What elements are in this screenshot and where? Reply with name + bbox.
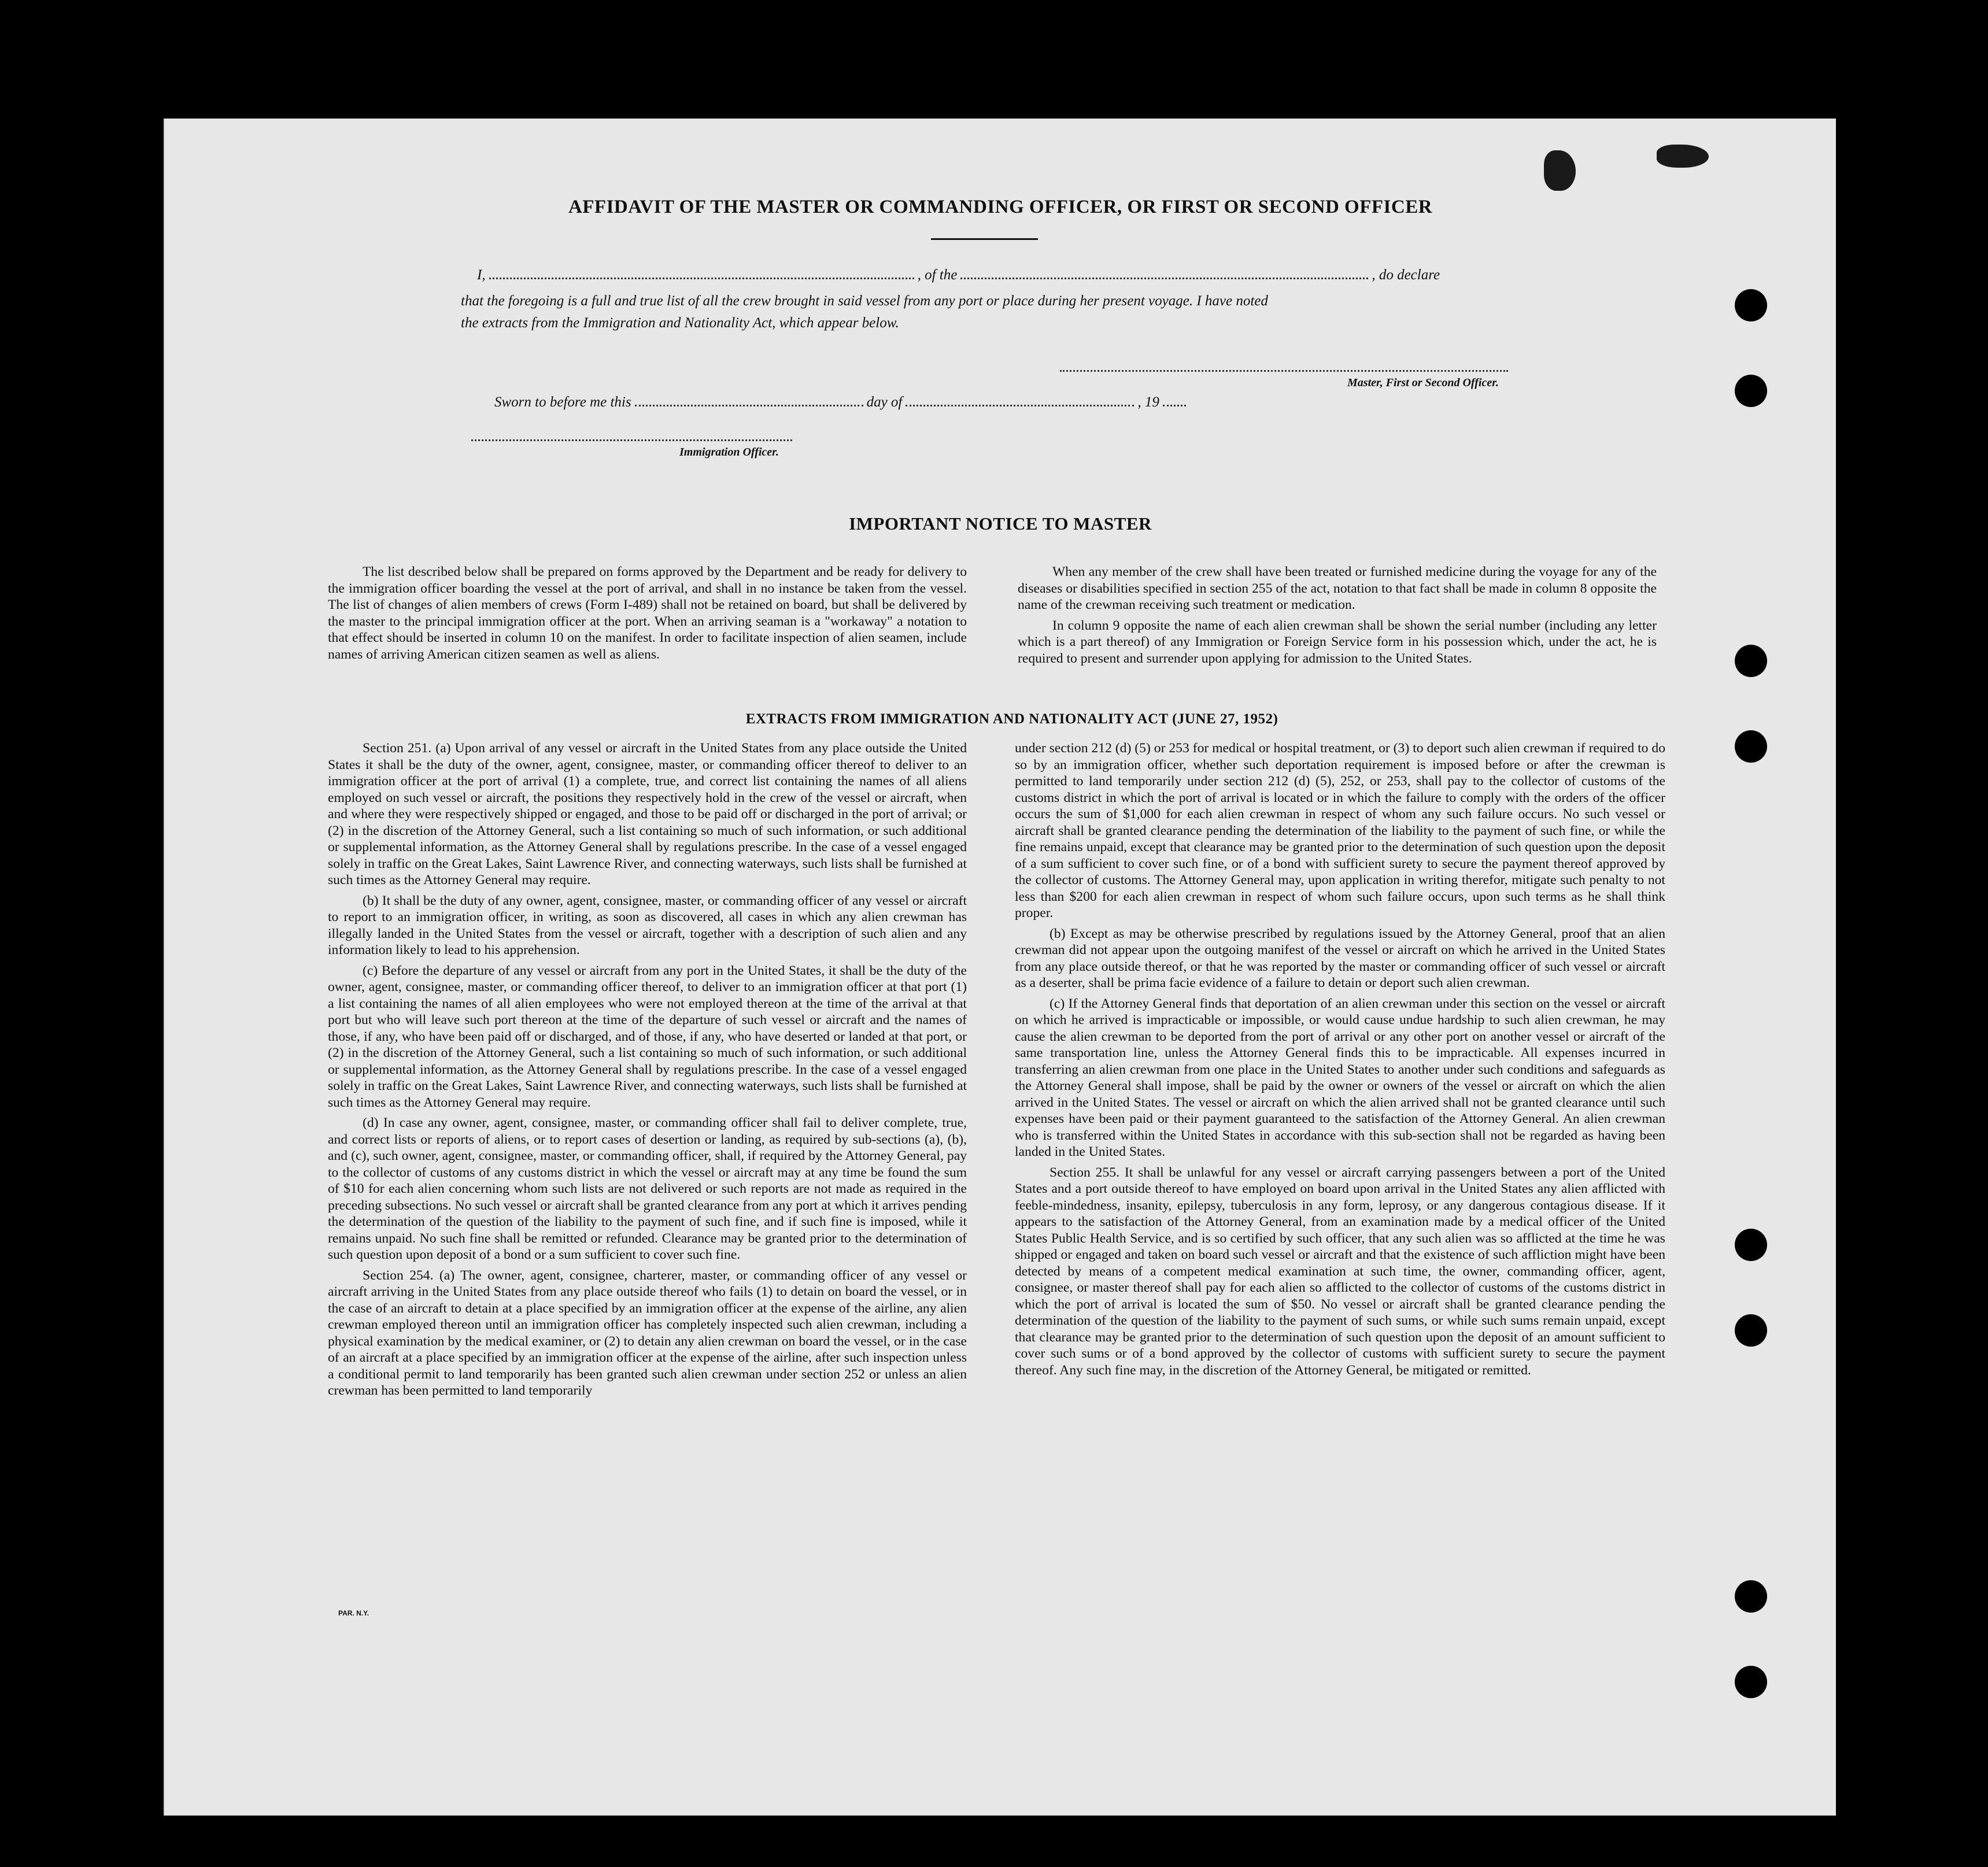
act-paragraph: (b) It shall be the duty of any owner, agent, consignee, master, or commanding officer of any vessel or aircraft to report to an immigration officer, in writing, as soon as discovered, all cases in which any alien crewman has illegally landed in the United States from the vessel or aircraft, together with a description of such alien and any information likely to lead to his apprehension. <box>328 893 967 957</box>
binder-hole <box>1735 1229 1767 1261</box>
binder-hole <box>1735 1314 1767 1347</box>
declarant-label: I, <box>477 267 486 283</box>
day-of-label: day of <box>866 394 903 410</box>
notice-paragraph: In column 9 opposite the name of each alien crewman shall be shown the serial number (including any letter which is a part thereof) of any Immigration or Foreign Service form in his possession which, under the act, he is required to present and surrender upon applying for admission to the United States. <box>1018 618 1657 666</box>
binder-hole <box>1735 1666 1767 1698</box>
act-paragraph: Section 254. (a) The owner, agent, consignee, charterer, master, or commanding officer of any vessel or aircraft arriving in the United States from any place outside thereof who fails (1) to detain on board the vessel, or in the case of an aircraft to detain at a place specified by an immigration officer at the expense of the airline, any alien crewman employed thereon until an immigration officer has completely inspected such alien crewman, including a physical examination by the medical examiner, or (2) to detain any alien crewman on board the vessel, or in the case of an aircraft at a place specified by an immigration officer at the expense of the airline, after such inspection unless a conditional permit to land temporarily has been granted such alien crewman under section 252 or unless an alien crewman has been permitted to land temporarily <box>328 1267 967 1398</box>
master-signature-label: Master, First or Second Officer. <box>1347 376 1499 389</box>
act-paragraph: (b) Except as may be otherwise prescribed by regulations issued by the Attorney General, proof that an alien crewman did not appear upon the outgoing manifest of the vessel or aircraft on which he arrived in the United States from any place outside thereof, or that he was reported by the master or commanding officer of such vessel or aircraft as a deserter, shall be prima facie evidence of a failure to detain or deport such alien crewman. <box>1015 926 1665 990</box>
sworn-line <box>494 391 1189 413</box>
sworn-day-field[interactable] <box>635 405 863 406</box>
binder-hole <box>1735 1580 1767 1613</box>
extracts-left-column <box>328 740 967 1403</box>
ink-stain <box>1544 150 1576 191</box>
printer-mark: PAR. N.Y. <box>338 1609 369 1617</box>
vessel-label: , of the <box>917 267 958 283</box>
declaration-line <box>477 264 1440 286</box>
year-label: , 19 <box>1137 394 1159 410</box>
vessel-name-field[interactable] <box>960 278 1368 279</box>
title-underline <box>931 238 1038 240</box>
declaration-text-line-2: that the foregoing is a full and true list of all the crew brought in said vessel from any port or place during her present voyage. I have noted <box>461 293 1268 309</box>
act-paragraph: Section 251. (a) Upon arrival of any vessel or aircraft in the United States from any place outside the United States it shall be the duty of the owner, agent, consignee, master, or commanding officer thereof to deliver to an immigration officer at the port of arrival (1) a complete, true, and correct list containing the names of all aliens employed on such vessel or aircraft, the positions they respectively hold in the crew of the vessel or aircraft, when and where they were respectively shipped or engaged, and those to be paid off or discharged in the port of arrival; or (2) in the discretion of the Attorney General, such a list containing so much of such information, or such additional or supplemental information, as the Attorney General shall by regulations prescribe. In the case of a vessel engaged solely in traffic on the Great Lakes, Saint Lawrence River, and connecting waterways, such lists shall be furnished at such times as the Attorney General may require. <box>328 741 967 888</box>
act-paragraph: under section 212 (d) (5) or 253 for medical or hospital treatment, or (3) to deport such alien crewman if required to do so by an immigration officer, whether such deportation requirement is imposed before or after the crewman is permitted to land temporarily under section 212 (d) (5), 252, or 253, shall pay to the collector of customs of the customs district in which the port of arrival is located or in which the failure to comply with the orders of the officer occurs the sum of $1,000 for each alien crewman in respect of whom any such failure occurs. No such vessel or aircraft shall be granted clearance pending the determination of the liability to the payment of such fine, or while the fine remains unpaid, except that clearance may be granted prior to the determination of such question upon the deposit of a sum sufficient to cover such fine, or of a bond with sufficient surety to secure the payment thereof approved by the collector of customs. The Attorney General may, upon application in writing therefor, mitigate such penalty to not less than $200 for each alien crewman in respect of whom such failure occurs, upon such terms as he shall think proper. <box>1015 741 1665 920</box>
binder-hole <box>1735 730 1767 763</box>
notice-paragraph: The list described below shall be prepared on forms approved by the Department and be ready for delivery to the immigration officer boarding the vessel at the port of arrival, and shall in no instance be taken from the vessel. The list of changes of alien members of crews (Form I-489) shall not be retained on board, but shall be delivered by the master to the principal immigration officer at the port. When an arriving seaman is a "workaway" a notation to that effect should be inserted in column 10 on the manifest. In order to facilitate inspection of alien seamen, include names of arriving American citizen seamen as well as aliens. <box>328 564 967 662</box>
act-paragraph: Section 255. It shall be unlawful for any vessel or aircraft carrying passengers between a port of the United States and a port outside thereof to have employed on board upon arrival in the United States any alien afflicted with feeble-mindedness, insanity, epilepsy, tuberculosis in any form, leprosy, or any dangerous contagious disease. If it appears to the satisfaction of the Attorney General, from an examination made by a medical officer of the United States Public Health Service, and is so certified by such officer, that any such alien was so afflicted at the time he was shipped or engaged and taken on board such vessel or aircraft and that the existence of such affliction might have been detected by means of a competent medical examination at such time, the owner, commanding officer, agent, consignee, or master thereof shall pay for each alien so afflicted to the collector of customs of the customs district in which the port of arrival is located the sum of $50. No vessel or aircraft shall be granted clearance pending the determination of the question of the liability to the payment of such sums, or while such sums remain unpaid, except that clearance may be granted prior to the determination of such question upon the deposit of an amount sufficient to cover such sums or of a bond approved by the collector of customs with sufficient surety to secure the payment thereof. Any such fine may, in the discretion of the Attorney General, be mitigated or remitted. <box>1015 1164 1665 1378</box>
officer-signature-label: Immigration Officer. <box>679 446 779 459</box>
ink-stain <box>1657 145 1709 168</box>
declare-label: , do declare <box>1372 267 1440 283</box>
declarant-name-field[interactable] <box>489 278 914 279</box>
extracts-right-column <box>1015 740 1665 1382</box>
binder-hole <box>1735 645 1767 677</box>
notice-right-column <box>1018 564 1657 671</box>
binder-hole <box>1735 375 1767 407</box>
act-paragraph: (d) In case any owner, agent, consignee, master, or commanding officer shall fail to deliver complete, true, and correct lists or reports of aliens, or to report cases of desertion or landing, as required by sub-sections (a), (b), and (c), such owner, agent, consignee, master, or commanding officer, shall, if required by the Attorney General, pay to the collector of customs of any customs district in which the vessel or aircraft may at any time be found the sum of $10 for each alien concerning whom such lists are not delivered or such reports are not made as required in the preceding subsections. No such vessel or aircraft shall be granted clearance from any port at which it arrives pending the determination of the question of the liability to the payment of such fine, and if such fine is imposed, while it remains unpaid. No such fine shall be remitted or refunded. Clearance may be granted prior to the determination of such question upon deposit of a bond or a sum sufficient to cover such fine. <box>328 1115 967 1262</box>
notice-left-column <box>328 564 967 667</box>
sworn-year-field[interactable] <box>1163 405 1186 406</box>
act-paragraph: (c) If the Attorney General finds that deportation of an alien crewman under this section on the vessel or aircraft on which he arrived is impracticable or impossible, or would cause undue hardship to such alien crewman, he may cause the alien crewman to be deported from the port of arrival or any other port on another vessel or aircraft of the same transportation line, unless the Attorney General finds this to be impracticable. All expenses incurred in transferring an alien crewman from one place in the United States to another under such conditions and safeguards as the Attorney General shall impose, shall be paid by the owner or owners of the vessel or aircraft on which the alien arrived in the United States. The vessel or aircraft on which the alien arrived shall not be granted clearance until such expenses have been paid or their payment guaranteed to the satisfaction of the Attorney General. An alien crewman who is transferred within the United States in accordance with this sub-section shall not be regarded as having been landed in the United States. <box>1015 996 1665 1159</box>
affidavit-title: AFFIDAVIT OF THE MASTER OR COMMANDING OFFICER, OR FIRST OR SECOND OFFICER <box>568 197 1433 217</box>
notice-paragraph: When any member of the crew shall have been treated or furnished medicine during the voyage for any of the diseases or disabilities specified in section 255 of the act, notation to that fact shall be made in column 8 opposite the name of the crewman receiving such treatment or medication. <box>1018 564 1657 612</box>
extracts-title: EXTRACTS FROM IMMIGRATION AND NATIONALITY ACT (JUNE 27, 1952) <box>745 711 1278 727</box>
form-page <box>164 119 1836 1816</box>
sworn-month-field[interactable] <box>906 405 1134 406</box>
binder-hole <box>1735 289 1767 321</box>
declaration-text-line-3: the extracts from the Immigration and Nationality Act, which appear below. <box>461 315 899 331</box>
sworn-label: Sworn to before me this <box>494 394 631 410</box>
notice-title: IMPORTANT NOTICE TO MASTER <box>849 513 1152 534</box>
act-paragraph: (c) Before the departure of any vessel or aircraft from any port in the United States, it shall be the duty of the owner, agent, consignee, master, or commanding officer thereof, to deliver to an immigration officer at that port (1) a list containing the names of all alien employees who were not employed thereon at the time of the arrival at that port but who will leave such port thereon at the time of the departure of such vessel or aircraft and the names of those, if any, who have been paid off or discharged, and of those, if any, who have deserted or landed at that port, or (2) in the discretion of the Attorney General, such a list containing so much of such information, or such additional or supplemental information, as the Attorney General shall by regulations prescribe. In the case of a vessel engaged solely in traffic on the Great Lakes, Saint Lawrence River, and connecting waterways, such lists shall be furnished at such times as the Attorney General may require. <box>328 963 967 1110</box>
